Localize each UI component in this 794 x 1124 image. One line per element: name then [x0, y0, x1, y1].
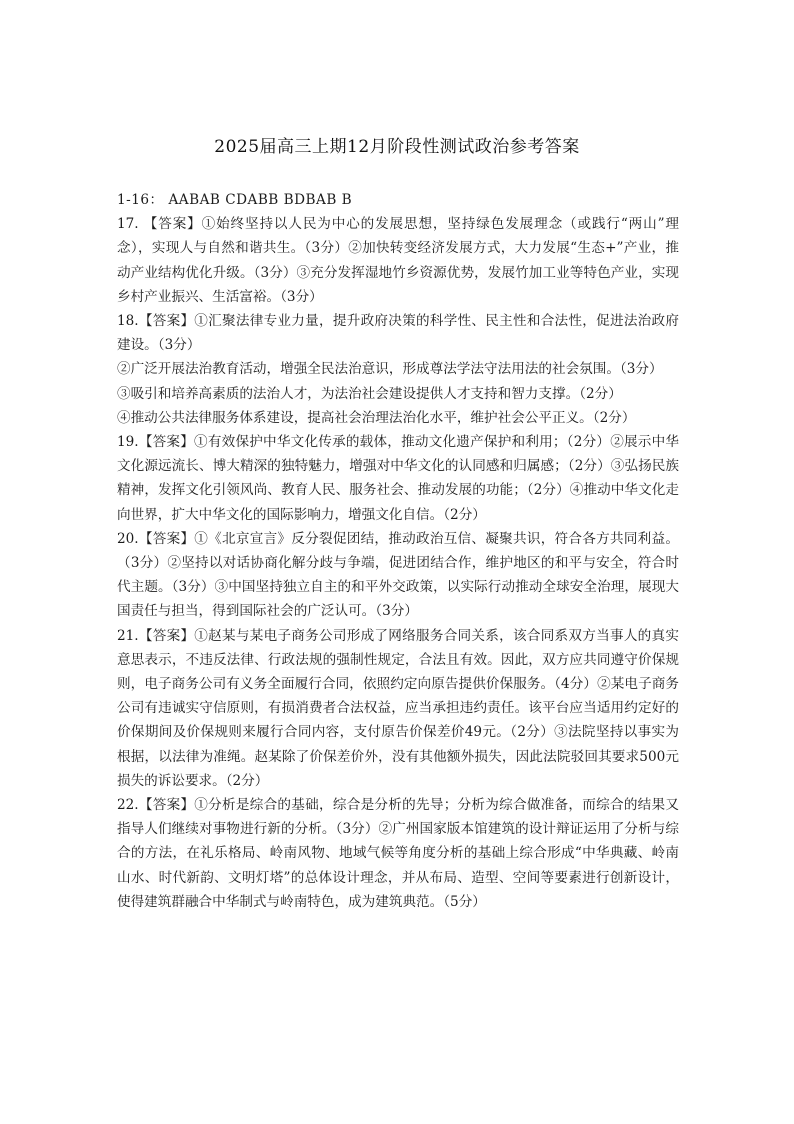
- answer-content: [117, 188, 679, 914]
- answer-21: 21.【答案】①赵某与某电子商务公司形成了网络服务合同关系，该合同系双方当事人的真实意思表示，不违反法律、行政法规的强制性规定，合法且有效。因此，双方应共同遵守价保规则，电子商务公司有义务全面履行合同，依照约定向原告提供价保服务。（4分）②某电子商务公司有违诚实守信原则，有损消费者合法权益，应当承担违约责任。该平台应当适用约定好的价保期间及价保规则来履行合同内容，支付原告价保差价49元。（2分）③法院坚持以事实为根据，以法律为准绳。赵某除了价保差价外，没有其他额外损失，因此法院驳回其要求500元损失的诉讼要求。（2分）: [117, 627, 679, 789]
- answer-18-point-4: ④推动公共法律服务体系建设，提高社会治理法治化水平，维护社会公平正义。（2分）: [117, 409, 636, 426]
- answer-20: 20.【答案】①《北京宣言》反分裂促团结，推动政治互信、凝聚共识，符合各方共同利益。（3分）②坚持以对话协商化解分歧与争端，促进团结合作，维护地区的和平与安全，符合时代主题。（3分）③中国坚持独立自主的和平外交政策，以实际行动推动全球安全治理，展现大国责任与担当，得到国际社会的广泛认可。（3分）: [117, 530, 679, 620]
- answer-18-point-2: ②广泛开展法治教育活动，增强全民法治意识，形成尊法学法守法用法的社会氛围。（3分）: [117, 361, 663, 378]
- answer-18-point-1: 18.【答案】①汇聚法律专业力量，提升政府决策的科学性、民主性和合法性，促进法治政府建设。（3分）: [117, 313, 679, 354]
- answer-17: 17. 【答案】①始终坚持以人民为中心的发展思想，坚持绿色发展理念（或践行“两山”理念），实现人与自然和谐共生。（3分）②加快转变经济发展方式，大力发展“生态+”产业，推动产业结构优化升级。（3分）③充分发挥湿地竹乡资源优势，发展竹加工业等特色产业，实现乡村产业振兴、生活富裕。（3分）: [117, 216, 679, 305]
- answer-19: 19.【答案】①有效保护中华文化传承的载体，推动文化遗产保护和利用；（2分）②展示中华文化源远流长、博大精深的独特魅力，增强对中华文化的认同感和归属感；（2分）③弘扬民族精神，发挥文化引领风尚、教育人民、服务社会、推动发展的功能；（2分）④推动中华文化走向世界，扩大中华文化的国际影响力，增强文化自信。（2分）: [117, 434, 679, 523]
- multiple-choice-answers: 1-16： AABAB CDABB BDBAB B: [117, 192, 353, 208]
- answer-18-point-3: ③吸引和培养高素质的法治人才，为法治社会建设提供人才支持和智力支撑。（2分）: [117, 385, 622, 402]
- page-title: 2025届高三上期12月阶段性测试政治参考答案: [214, 137, 580, 157]
- answer-22: 22.【答案】①分析是综合的基础，综合是分析的先导；分析为综合做准备，而综合的结果又指导人们继续对事物进行新的分析。（3分）②广州国家版本馆建筑的设计辩证运用了分析与综合的方法，在礼乐格局、岭南风物、地域气候等角度分析的基础上综合形成“中华典藏、岭南山水、时代新韵、文明灯塔”的总体设计理念，并从布局、造型、空间等要素进行创新设计，使得建筑群融合中华制式与岭南特色，成为建筑典范。（5分）: [117, 797, 679, 910]
